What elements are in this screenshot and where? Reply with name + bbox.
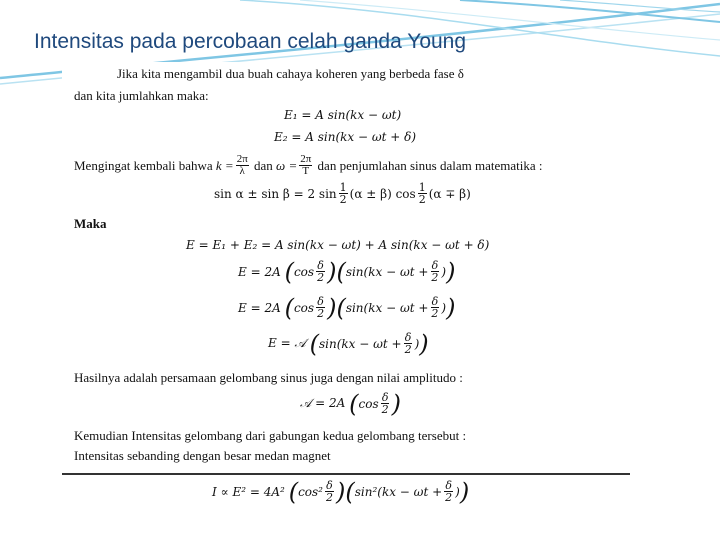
frac-k: $\frac{2\pi}{\lambda}$ <box>236 153 248 177</box>
divider-line <box>62 473 630 475</box>
proportional-text: Intensitas sebanding dengan besar medan magnet <box>74 448 331 463</box>
recall-w: ω = <box>276 157 298 173</box>
maka-label: Maka <box>74 216 107 231</box>
document-image <box>62 62 630 510</box>
sum-identity: sin α ± sin β = 2 sin $\frac{1}{2}$ (α ± β) cos $\frac{1}{2}$ (α ∓ β) <box>214 181 471 206</box>
recall-text: Mengingat kembali bahwa <box>74 157 213 173</box>
frac-w: $\frac{2\pi}{T}$ <box>300 153 312 177</box>
amplitude-equation: 𝒜 = 2A ( cos $\frac{\delta}{2}$ ) <box>300 389 402 418</box>
equation-e1: E₁ = A sin(kx − ωt) <box>284 108 402 122</box>
final-intensity-equation: I ∝ E² = 4A² ( cos² $\frac{\delta}{2}$ ) ( sin²(kx − ωt + $\frac{\delta}{2}$ ) ) <box>212 477 470 506</box>
recall-k: k = <box>215 157 234 173</box>
slide-title: Intensitas pada percobaan celah ganda Young <box>34 30 467 53</box>
intro-line: Jika kita mengambil dua buah cahaya koheren yang berbeda fase δ <box>117 66 464 81</box>
equation-step-2: E = 2A ( cos $\frac{\delta}{2}$ ) ( sin(kx − ωt + $\frac{\delta}{2}$ ) ) <box>238 257 456 286</box>
equation-e2: E₂ = A sin(kx − ωt + δ) <box>274 130 417 144</box>
equation-sum: E = E₁ + E₂ = A sin(kx − ωt) + A sin(kx − ωt + δ) <box>186 238 490 252</box>
equation-step-4: E = 𝒜 ( sin(kx − ωt + $\frac{\delta}{2}$ ) ) <box>268 329 429 358</box>
recall-line: Mengingat kembali bahwa k = $\frac{2\pi}{\lambda}$ dan ω = $\frac{2\pi}{T}$ dan penjumlahan sinus dalam matematika : <box>74 153 543 177</box>
equation-step-3: E = 2A ( cos $\frac{\delta}{2}$ ) ( sin(kx − ωt + $\frac{\delta}{2}$ ) ) <box>238 293 456 322</box>
intensity-text: Kemudian Intensitas gelombang dari gabungan kedua gelombang tersebut : <box>74 428 467 443</box>
intro-line-2: dan kita jumlahkan maka: <box>74 88 209 103</box>
result-text: Hasilnya adalah persamaan gelombang sinus juga dengan nilai amplitudo : <box>74 370 463 385</box>
